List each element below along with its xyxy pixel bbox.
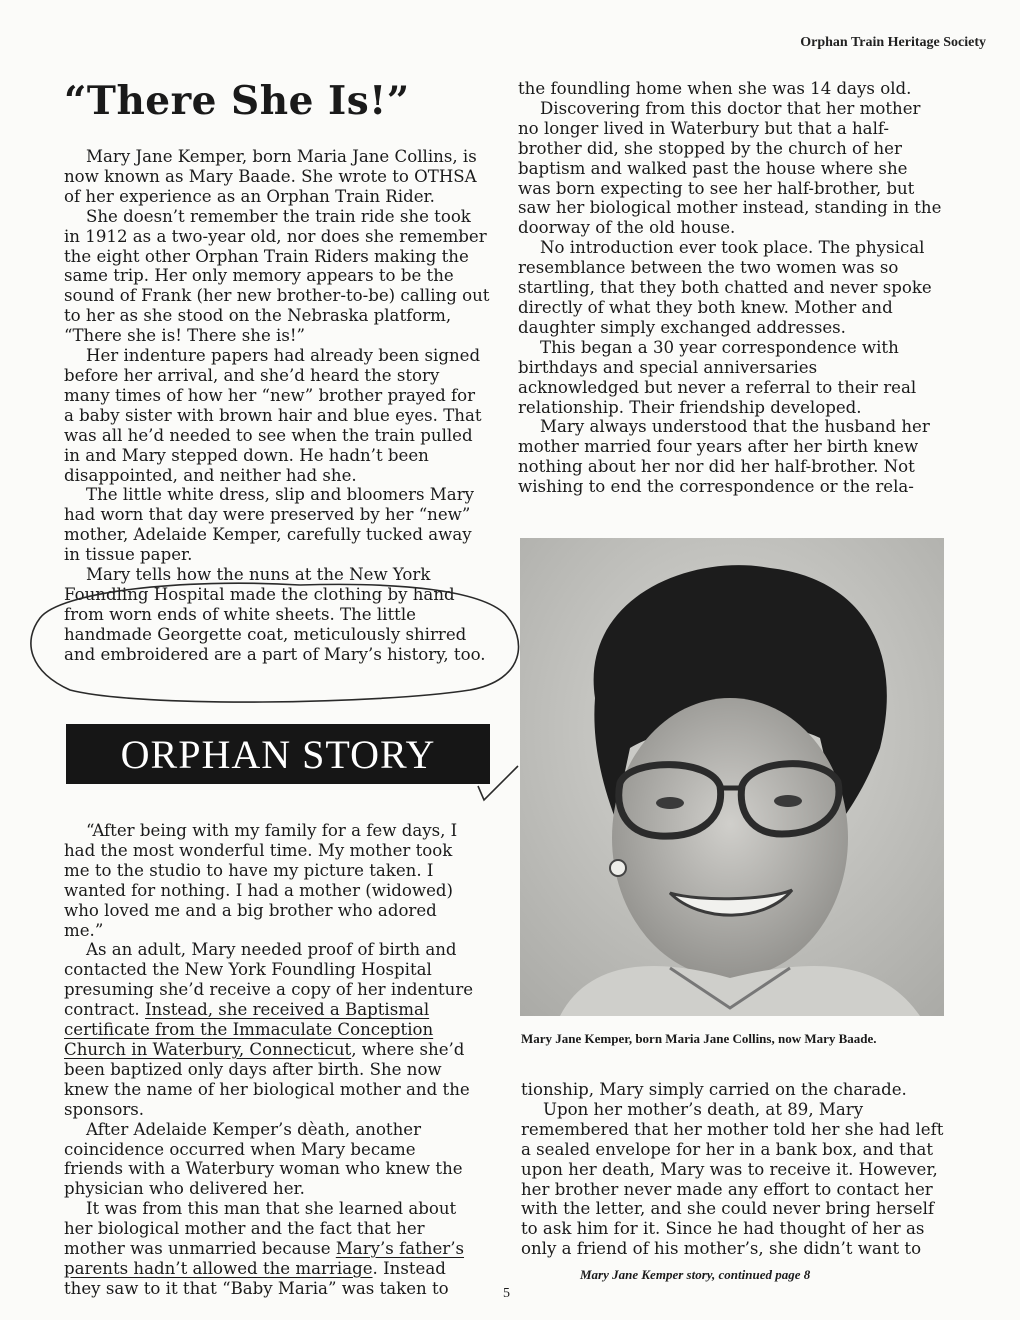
circled-paragraph: Mary tells how the nuns at the New York Foundling Hospital made the clothing by hand from worn ends of white sheets. The little handmade Georgette coat, meticulously shirred and embroidered are a part of Mary’s history, too. bbox=[64, 565, 486, 664]
paragraph bbox=[64, 940, 476, 1119]
text-run: , where she’d been baptized only days after birth. She now knew the name of her biological mother and the sponsors. bbox=[64, 1039, 470, 1119]
paragraph: After Adelaide Kemper’s dèath, another coincidence occurred when Mary became friends with a Waterbury woman who knew the physician who delivered her. bbox=[64, 1119, 463, 1199]
paragraph: Mary always understood that the husband her mother married four years after her birth knew nothing about her nor did her half-brother. Not wishing to end the correspondence or the rela- bbox=[518, 417, 930, 497]
underlined-text: Mary’s father’s parents hadn’t allowed the marriage bbox=[64, 1239, 465, 1278]
paragraph: This began a 30 year correspondence with birthdays and special anniversaries acknowledged but never a referral to their real relationship. Their friendship developed. bbox=[518, 337, 917, 417]
paragraph: She doesn’t remember the train ride she took in 1912 as a two-year old, nor does she remember the eight other Orphan Train Riders making the same trip. Her only memory appears to be the sound of Frank (her new brother-to-be) calling out to her as she stood on the Nebraska platform, “There she is! There she is!” bbox=[64, 206, 490, 346]
paragraph: Discovering from this doctor that her mother no longer lived in Waterbury but that a half-brother did, she stopped by the church of her baptism and walked past the house where she was born expecting to see her half-brother, but saw her biological mother instead, standing in the doorway of the old house. bbox=[518, 98, 942, 238]
publication-header: Orphan Train Heritage Society bbox=[800, 35, 986, 50]
photo-caption: Mary Jane Kemper, born Maria Jane Collins, now Mary Baade. bbox=[521, 1031, 877, 1046]
paragraph: Her indenture papers had already been signed before her arrival, and she’d heard the story many times of how her “new” brother prayed for a baby sister with brown hair and blue eyes. That was all he’d needed to see when the train pulled in and Mary stepped down. He hadn’t been disappointed, and neither had she. bbox=[64, 346, 482, 485]
paragraph bbox=[64, 1199, 476, 1299]
paragraph: Mary Jane Kemper, born Maria Jane Collins, is now known as Mary Baade. She wrote to OTHSA of her experience as an Orphan Train Rider. bbox=[64, 147, 477, 206]
left-column-bottom bbox=[64, 821, 476, 1299]
right-column-bottom bbox=[521, 1080, 946, 1259]
portrait-photo bbox=[520, 538, 944, 1016]
paragraph: Upon her mother’s death, at 89, Mary remembered that her mother told her she had left a sealed envelope for her in a bank box, and that upon her death, Mary was to receive it. However, her brother never made any effort to contact her with the letter, and she could never bring herself to ask him for it. Since he had thought of her as only a friend of his mother’s, she didn’t want to bbox=[521, 1099, 944, 1259]
continued-note: Mary Jane Kemper story, continued page 8 bbox=[580, 1267, 811, 1282]
article-title: “There She Is!” bbox=[64, 78, 410, 124]
paragraph: tionship, Mary simply carried on the charade. bbox=[521, 1080, 907, 1099]
paragraph: the foundling home when she was 14 days old. bbox=[518, 79, 912, 98]
quote-paragraph: “After being with my family for a few days, I had the most wonderful time. My mother took me to the studio to have my picture taken. I wanted for nothing. I had a mother (widowed) who loved me and a big brother who adored me.” bbox=[64, 821, 458, 940]
text-run: As an adult, Mary needed proof of birth and contacted the New York Foundling Hospital presuming she’d receive a copy of her indenture contract. bbox=[64, 940, 474, 1020]
right-column-top bbox=[518, 79, 943, 497]
page-number: 5 bbox=[503, 1286, 510, 1301]
paragraph: No introduction ever took place. The physical resemblance between the two women was so startling, that they both chatted and never spoke directly of what they both knew. Mother and daughter simply exchanged addresses. bbox=[518, 238, 932, 337]
text-run: . Instead they saw to it that “Baby Maria” was taken to bbox=[64, 1258, 449, 1298]
underlined-text: Instead, she received a Baptismal certificate from the Immaculate Conception Church in Waterbury, Connecticut bbox=[64, 1000, 434, 1059]
paragraph: The little white dress, slip and bloomers Mary had worn that day were preserved by her “new” mother, Adelaide Kemper, carefully tucked away in tissue paper. bbox=[64, 485, 475, 565]
left-column-top bbox=[64, 147, 490, 665]
text-run: It was from this man that she learned about her biological mother and the fact that her mother was unmarried because bbox=[64, 1199, 457, 1259]
orphan-story-banner: ORPHAN STORY bbox=[66, 724, 490, 784]
